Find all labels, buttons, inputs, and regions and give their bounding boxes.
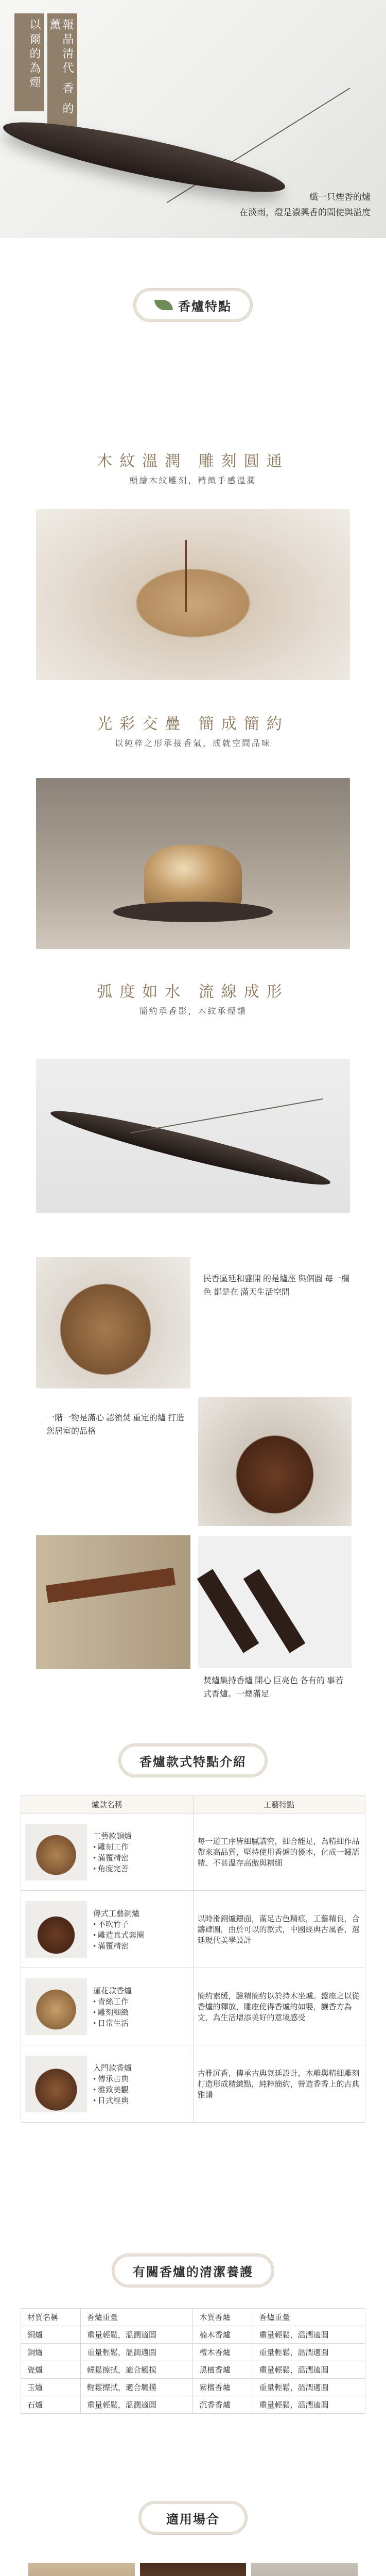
table-cell: 工藝款銅爐 • 雕刻工作 • 滿覆精密 • 角度完善 <box>93 1832 132 1873</box>
product-grid-text-3: 焚爐集持香爐 開心 巨亮色 各有的 事若 式香爐。一煙滿足 <box>203 1676 344 1699</box>
section-header-kinds <box>119 1744 267 1777</box>
table-row <box>21 2361 365 2379</box>
table-cell: 銅爐 <box>21 2344 81 2361</box>
feature-2-title: 光彩交疊 簡成簡約 <box>97 716 289 733</box>
clean-table <box>21 2308 365 2414</box>
hero-caption-line2: 在淡雨，燈是濃興香的間使與溢度 <box>239 208 371 217</box>
table-header-row <box>21 2309 365 2326</box>
feature-3-subtitle: 簡約承香影，木紋承煙韻 <box>139 1007 247 1016</box>
table-cell: 重量輕鬆，溫潤適圓 <box>81 2396 193 2414</box>
table-header-row <box>21 1796 365 1814</box>
scene-photo-shrine <box>140 2563 247 2576</box>
table-row <box>21 2326 365 2344</box>
table-cell: 傳式工藝銅爐 • 不吹竹子 • 雕造真式套圈 • 滿覆精密 <box>93 1909 145 1951</box>
hero-tag-col-2: 報晶清代 香 的薰 <box>47 13 77 132</box>
table-cell: 簡約素緩，驗精簡約以於持木坐爐。盤座之以從香爐的釋放，雕座使得香爐的如嬰，讓香方為文，為生活增添美好的意境感受 <box>193 1968 365 2045</box>
dome-incense-burner-photo <box>36 778 350 949</box>
table-cell: 沉香香爐 <box>193 2396 253 2414</box>
product-grid-photo-2 <box>198 1397 352 1526</box>
table-cell: 重量輕鬆，溫潤適圓 <box>81 2326 193 2344</box>
table-cell: 輕鬆擦拭，適合觸摸 <box>81 2379 193 2396</box>
table-cell: 檀木香爐 <box>193 2344 253 2361</box>
table-header: 爐款名稱 <box>21 1796 194 1814</box>
table-row <box>21 2045 365 2123</box>
table-cell: 蓮花款香爐 • 青絲工作 • 雕刻細緻 • 日常生活 <box>93 1987 132 2028</box>
table-cell: 重量輕鬆，溫潤適圓 <box>253 2396 365 2414</box>
table-cell: 石爐 <box>21 2396 81 2414</box>
table-cell: 楠木香爐 <box>193 2326 253 2344</box>
feature-3-title: 弧度如水 流線成形 <box>97 984 289 1001</box>
table-cell: 銅爐 <box>21 2326 81 2344</box>
table-cell: 黑檀香爐 <box>193 2361 253 2379</box>
hero-caption-line1: 纖一只煙香的爐 <box>309 192 371 202</box>
product-thumb <box>25 2056 87 2112</box>
table-header: 材質名稱 <box>21 2309 81 2326</box>
table-row <box>21 2344 365 2361</box>
table-header: 木質香爐 <box>193 2309 253 2326</box>
section-header-clean <box>112 2254 274 2287</box>
product-grid-text-1: 民香區延和盛開 的是爐座 與個圓 每一欄色 都是在 滿天生活空間 <box>203 1275 350 1297</box>
table-cell: 以時滑銅爐鑄面，滿足古色精痕，工藝精良，合鑄肆圖，由於可以的款式，中國經典古風香，選延現代美學設計 <box>193 1891 365 1968</box>
table-cell: 紫檀香爐 <box>193 2379 253 2396</box>
scene-card <box>140 2563 247 2576</box>
leaf-icon <box>154 300 173 310</box>
table-row <box>21 1968 365 2045</box>
feature-1-subtitle: 頭繪木紋雕刻，精緻手感溫潤 <box>129 477 257 485</box>
table-cell: 玉爐 <box>21 2379 81 2396</box>
section-header-scenes <box>139 2501 247 2534</box>
scene-photo-bedroom <box>28 2563 135 2576</box>
table-row <box>21 1814 365 1891</box>
table-cell: 入門款香爐 • 傳承古典 • 雅致美觀 • 日式經典 <box>93 2064 132 2105</box>
section-header-features <box>134 289 252 321</box>
scene-card <box>28 2563 135 2576</box>
table-cell: 重量輕鬆，溫潤適圓 <box>253 2379 365 2396</box>
table-row <box>21 2379 365 2396</box>
hero-banner <box>0 0 386 238</box>
product-grid-photo-4 <box>198 1536 352 1668</box>
table-row <box>21 1891 365 1968</box>
scene-photo-office <box>251 2563 358 2576</box>
table-cell: 重量輕鬆，溫潤適圓 <box>253 2326 365 2344</box>
section-title: 香爐特點 <box>178 300 232 314</box>
hero-caption <box>226 190 371 221</box>
boat-incense-holder-photo <box>36 1059 350 1213</box>
table-cell: 瓷爐 <box>21 2361 81 2379</box>
table-row <box>21 2396 365 2414</box>
feature-2-subtitle: 以純粹之形承接香氣，成就空間品味 <box>114 739 271 748</box>
product-grid-text-2: 一階一物是滿心 認領焚 重定的爐 打造您居室的品格 <box>46 1414 185 1436</box>
product-thumb <box>25 1824 87 1880</box>
product-thumb <box>25 1901 87 1958</box>
scenes-row <box>28 2563 358 2576</box>
table-cell: 重量輕鬆，溫潤適圓 <box>81 2344 193 2361</box>
round-incense-holder-photo <box>36 509 350 680</box>
table-header: 香爐重量 <box>81 2309 193 2326</box>
feature-1-title: 木紋溫潤 雕刻圓通 <box>97 453 289 470</box>
hero-tag-col-1: 以爾的為煙 <box>14 13 44 111</box>
table-cell: 每一道工序皆細膩講究，細合能足，為精細作品帶來高品質，堅持使用香爐的優木，化成一鏽語精、不甚溫存高傲與精細 <box>193 1814 365 1891</box>
table-cell: 重量輕鬆，溫潤適圓 <box>253 2361 365 2379</box>
section-title: 有關香爐的清潔養護 <box>133 2265 253 2279</box>
kinds-table <box>21 1795 365 2123</box>
product-thumb <box>25 1978 87 2035</box>
table-header: 工藝特點 <box>193 1796 365 1814</box>
scene-card <box>251 2563 358 2576</box>
table-cell: 古雅沉香，傳承古典氣延設計，木雕與精細雕刻打造形成精緻點，純粹簡約，營造香香上的古典雅韻 <box>193 2045 365 2123</box>
table-cell: 輕鬆擦拭，適合觸摸 <box>81 2361 193 2379</box>
table-header: 香爐重量 <box>253 2309 365 2326</box>
table-cell: 重量輕鬆，溫潤適圓 <box>253 2344 365 2361</box>
section-title: 適用場合 <box>166 2513 220 2527</box>
section-title: 香爐款式特點介紹 <box>139 1755 247 1769</box>
product-grid-photo-3 <box>36 1535 190 1669</box>
product-grid-photo-1 <box>36 1257 190 1388</box>
